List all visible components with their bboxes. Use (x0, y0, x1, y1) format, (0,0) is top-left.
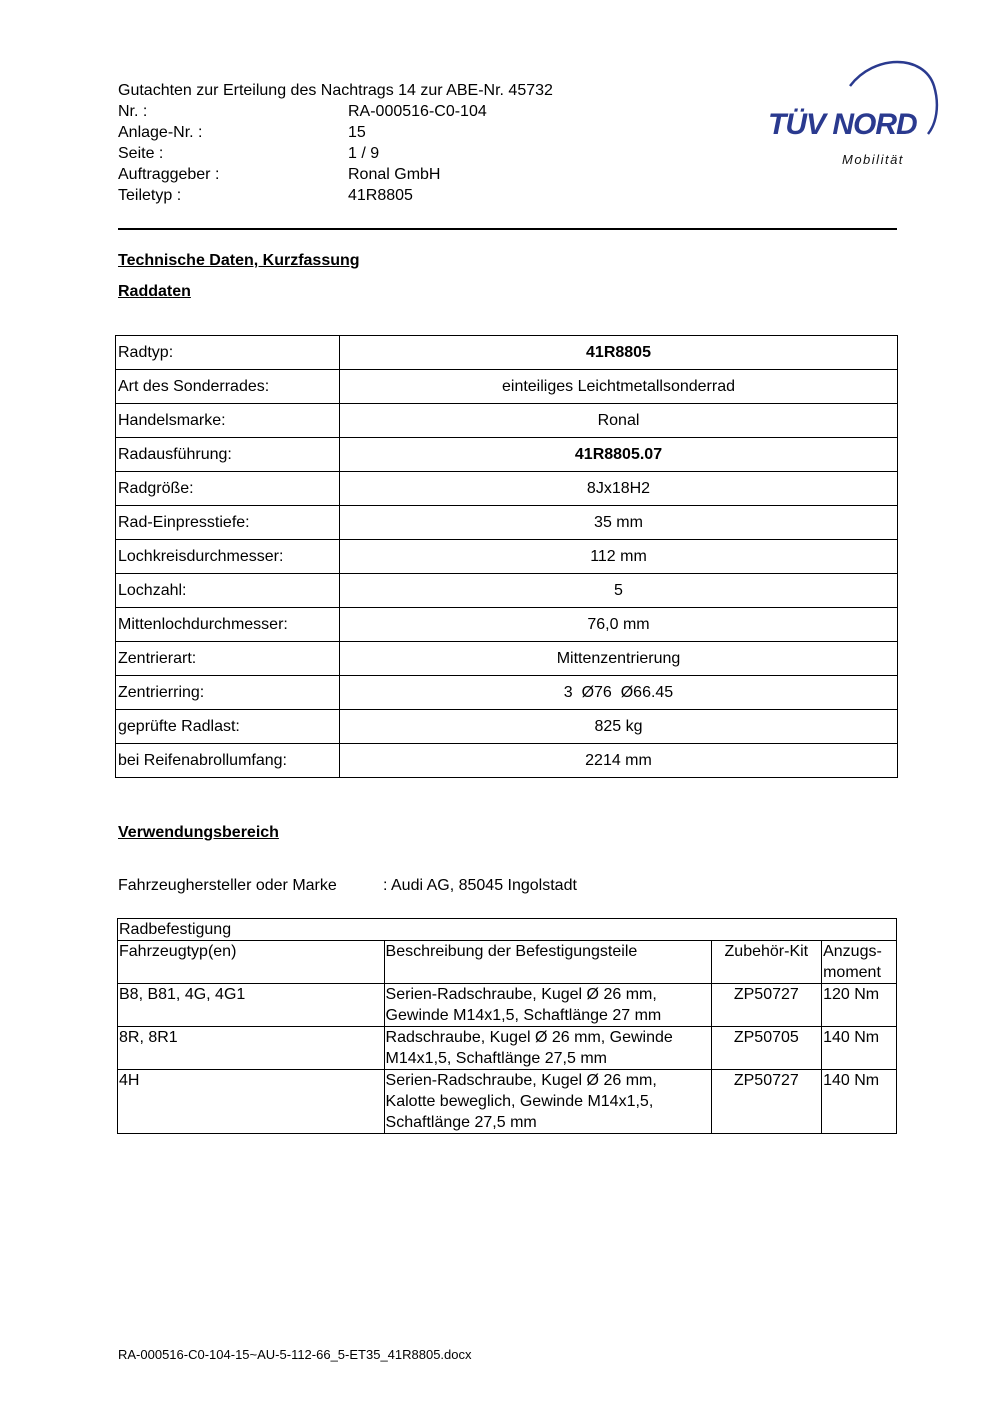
fastener-description: Serien-Radschraube, Kugel Ø 26 mm, Kalotte beweglich, Gewinde M14x1,5, Schaftlänge 27,5 mm (384, 1070, 711, 1134)
header-row-seite (118, 143, 678, 164)
table-row (116, 574, 898, 608)
column-header: Anzugs- moment (822, 941, 897, 984)
row-label: Zentrierart: (116, 642, 340, 676)
table-row (116, 370, 898, 404)
table-row (116, 744, 898, 778)
vehicle-types: 4H (118, 1070, 385, 1134)
header-label: Nr. : (118, 103, 148, 120)
manufacturer-value: : Audi AG, 85045 Ingolstadt (383, 877, 577, 894)
header-value: 1 / 9 (348, 145, 380, 162)
table-header-row (118, 941, 897, 984)
table-row (116, 710, 898, 744)
fastener-description: Radschraube, Kugel Ø 26 mm, Gewinde M14x1,5, Schaftlänge 27,5 mm (384, 1027, 711, 1070)
column-header: Zubehör-Kit (711, 941, 822, 984)
row-label: geprüfte Radlast: (116, 710, 340, 744)
header-row-anlage (118, 122, 678, 143)
table-row (116, 336, 898, 370)
header-label: Anlage-Nr. : (118, 124, 203, 141)
header-label: Teiletyp : (118, 187, 182, 204)
accessory-kit: ZP50727 (711, 1070, 822, 1134)
table-title: Radbefestigung (118, 919, 897, 941)
row-label: Zentrierring: (116, 676, 340, 710)
table-row (116, 404, 898, 438)
wheel-data-table (115, 335, 898, 778)
torque: 120 Nm (822, 984, 897, 1027)
row-value: 2214 mm (340, 744, 898, 778)
header-row-nr (118, 101, 678, 122)
header-label: Seite : (118, 145, 164, 162)
row-value: 41R8805 (340, 336, 898, 370)
vehicle-types: B8, B81, 4G, 4G1 (118, 984, 385, 1027)
row-label: Radgröße: (116, 472, 340, 506)
document-header (118, 80, 678, 206)
header-value: 15 (348, 124, 366, 141)
table-row (118, 1027, 897, 1070)
tuv-nord-logo (764, 58, 944, 173)
header-value: 41R8805 (348, 187, 413, 204)
logo-brand: TÜV NORD (768, 108, 917, 141)
table-row (116, 608, 898, 642)
row-value: Mittenzentrierung (340, 642, 898, 676)
header-row-teiletyp (118, 185, 678, 206)
torque: 140 Nm (822, 1027, 897, 1070)
row-label: Handelsmarke: (116, 404, 340, 438)
row-value: Ronal (340, 404, 898, 438)
table-row (116, 472, 898, 506)
row-label: Radtyp: (116, 336, 340, 370)
header-label: Auftraggeber : (118, 166, 220, 183)
table-row (118, 1070, 897, 1134)
fastener-description: Serien-Radschraube, Kugel Ø 26 mm, Gewinde M14x1,5, Schaftlänge 27 mm (384, 984, 711, 1027)
row-value: 3 Ø76 Ø66.45 (340, 676, 898, 710)
logo-subtitle: Mobilität (842, 152, 904, 167)
table-row (116, 438, 898, 472)
row-label: bei Reifenabrollumfang: (116, 744, 340, 778)
row-value: 41R8805.07 (340, 438, 898, 472)
manufacturer-label: Fahrzeughersteller oder Marke (118, 877, 337, 894)
row-label: Mittenlochdurchmesser: (116, 608, 340, 642)
table-row (116, 506, 898, 540)
vehicle-types: 8R, 8R1 (118, 1027, 385, 1070)
column-header: Beschreibung der Befestigungsteile (384, 941, 711, 984)
row-label: Art des Sonderrades: (116, 370, 340, 404)
header-row-auftraggeber (118, 164, 678, 185)
document-title: Gutachten zur Erteilung des Nachtrags 14 zur ABE-Nr. 45732 (118, 82, 553, 99)
table-row (118, 984, 897, 1027)
footer-filename: RA-000516-C0-104-15~AU-5-112-66_5-ET35_41R8805.docx (118, 1347, 472, 1362)
table-title-row (118, 919, 897, 941)
torque: 140 Nm (822, 1070, 897, 1134)
header-value: Ronal GmbH (348, 166, 441, 183)
row-value: 825 kg (340, 710, 898, 744)
row-value: 5 (340, 574, 898, 608)
row-value: 76,0 mm (340, 608, 898, 642)
column-header: Fahrzeugtyp(en) (118, 941, 385, 984)
usage-heading: Verwendungsbereich (118, 824, 279, 841)
row-label: Rad-Einpresstiefe: (116, 506, 340, 540)
row-value: 112 mm (340, 540, 898, 574)
mounting-table (117, 918, 897, 1134)
table-row (116, 642, 898, 676)
accessory-kit: ZP50705 (711, 1027, 822, 1070)
row-label: Radausführung: (116, 438, 340, 472)
accessory-kit: ZP50727 (711, 984, 822, 1027)
wheel-heading: Raddaten (118, 283, 191, 300)
row-label: Lochkreisdurchmesser: (116, 540, 340, 574)
row-value: 8Jx18H2 (340, 472, 898, 506)
header-value: RA-000516-C0-104 (348, 103, 487, 120)
header-divider (118, 228, 897, 230)
table-row (116, 676, 898, 710)
row-value: einteiliges Leichtmetallsonderrad (340, 370, 898, 404)
row-value: 35 mm (340, 506, 898, 540)
manufacturer-line (118, 876, 577, 896)
table-row (116, 540, 898, 574)
row-label: Lochzahl: (116, 574, 340, 608)
tech-heading: Technische Daten, Kurzfassung (118, 252, 360, 269)
